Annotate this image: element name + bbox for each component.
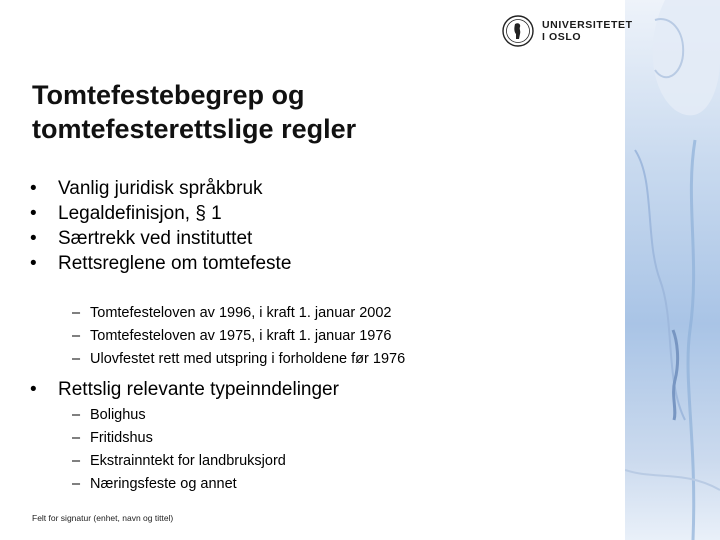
title-line-2: tomtefesterettslige regler — [32, 114, 357, 144]
sub-bullet-list-1 — [72, 302, 405, 371]
list-item-text: Tomtefesteloven av 1996, i kraft 1. januar 2002 — [90, 305, 392, 321]
decorative-sculpture-band — [625, 0, 720, 540]
list-item-text: Næringsfeste og annet — [90, 476, 237, 492]
list-item — [72, 325, 405, 348]
signature-footer: Felt for signatur (enhet, navn og tittel) — [32, 513, 174, 523]
logo-line-2: I OSLO — [542, 31, 582, 43]
list-item-text: Legaldefinisjon, § 1 — [58, 203, 222, 224]
slide-title — [32, 78, 356, 146]
sculpture-illustration — [625, 0, 720, 540]
list-item — [30, 201, 291, 226]
dash-glyph: – — [72, 476, 81, 492]
list-item-text: Ulovfestet rett med utspring i forholdene før 1976 — [90, 351, 406, 367]
list-item — [30, 176, 291, 201]
dash-glyph: – — [72, 328, 81, 344]
title-line-1: Tomtefestebegrep og — [32, 80, 305, 110]
dash-glyph: – — [72, 453, 81, 469]
dash-glyph: – — [72, 407, 81, 423]
list-item-text: Ekstrainntekt for landbruksjord — [90, 453, 286, 469]
list-item — [72, 473, 286, 496]
list-item — [72, 348, 405, 371]
sub-bullet-list-2 — [72, 404, 286, 496]
list-item — [72, 450, 286, 473]
main-bullet-list — [30, 176, 291, 276]
list-item-text: Rettsreglene om tomtefeste — [58, 253, 292, 274]
university-logo — [502, 14, 633, 48]
bullet-glyph: • — [30, 203, 37, 224]
bullet-glyph: • — [30, 379, 37, 400]
dash-glyph: – — [72, 305, 81, 321]
list-item-text: Rettslig relevante typeinndelinger — [58, 379, 339, 400]
dash-glyph: – — [72, 351, 81, 367]
bullet-glyph: • — [30, 178, 37, 199]
bullet-glyph: • — [30, 253, 37, 274]
bullet-glyph: • — [30, 228, 37, 249]
list-item — [30, 251, 291, 276]
list-item — [72, 302, 405, 325]
dash-glyph: – — [72, 430, 81, 446]
list-item — [30, 226, 291, 251]
list-item-text: Tomtefesteloven av 1975, i kraft 1. januar 1976 — [90, 328, 392, 344]
list-item-text: Bolighus — [90, 407, 146, 423]
list-item-text: Fritidshus — [90, 430, 153, 446]
list-item-text: Vanlig juridisk språkbruk — [58, 178, 263, 199]
list-item — [72, 427, 286, 450]
logo-line-1: UNIVERSITETET — [542, 19, 633, 31]
list-item — [72, 404, 286, 427]
list-item-text: Særtrekk ved instituttet — [58, 228, 253, 249]
main-bullet-list-2 — [30, 377, 339, 402]
list-item — [30, 377, 339, 402]
university-seal-icon — [502, 15, 534, 47]
